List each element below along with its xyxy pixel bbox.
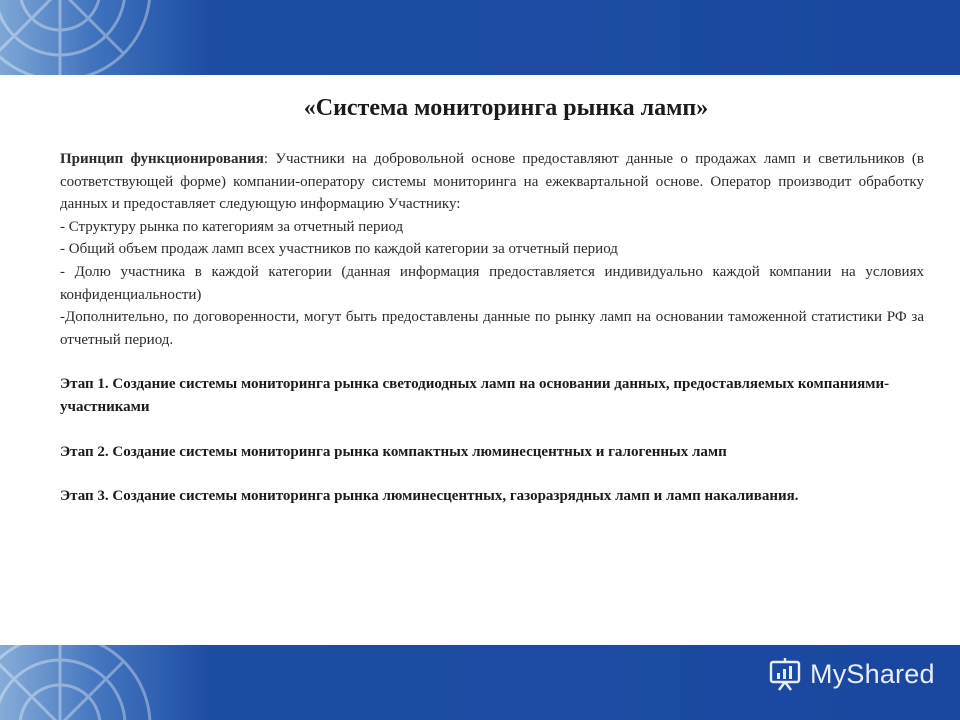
stage-3: Этап 3. Создание системы мониторинга рынка люминесцентных, газоразрядных ламп и ламп накаливания.	[60, 488, 799, 505]
bullet-item: - Структуру рынка по категориям за отчетный период	[60, 218, 404, 235]
principle-label: Принцип функционирования	[60, 151, 264, 167]
watermark-logo	[768, 656, 935, 692]
top-banner	[0, 0, 960, 75]
stage-2: Этап 2. Создание системы мониторинга рынка компактных люминесцентных и галогенных ламп	[60, 443, 727, 460]
watermark-text: MyShared	[810, 658, 935, 689]
presentation-board-icon	[768, 656, 802, 692]
bullet-item: - Долю участника в каждой категории (данная информация предоставляется индивидуально каждой компании на условиях конфиденциальности)	[60, 263, 924, 303]
principle-paragraph	[60, 148, 924, 216]
bullet-item: - Общий объем продаж ламп всех участников по каждой категории за отчетный период	[60, 241, 618, 258]
slide-title: «Система мониторинга рынка ламп»	[303, 95, 709, 121]
stage-1: Этап 1. Создание системы мониторинга рынка светодиодных ламп на основании данных, предоставляемых компаниями-участниками	[60, 376, 890, 415]
bullet-item: -Дополнительно, по договоренности, могут быть предоставлены данные по рынку ламп на основании таможенной статистики РФ за отчетный период.	[60, 309, 924, 348]
principle-block	[60, 148, 924, 351]
principle-text: : Участники на добровольной основе предоставляют данные о продажах ламп и светильников (в соответствующей форме) компании-оператору системы мониторинга на ежеквартальной основе. Оператор производит обработку данных и предоставляет следующую информацию Участнику:	[60, 151, 924, 213]
un-emblem-icon	[0, 645, 160, 720]
slide-content	[60, 95, 952, 508]
un-emblem-icon	[0, 0, 160, 75]
